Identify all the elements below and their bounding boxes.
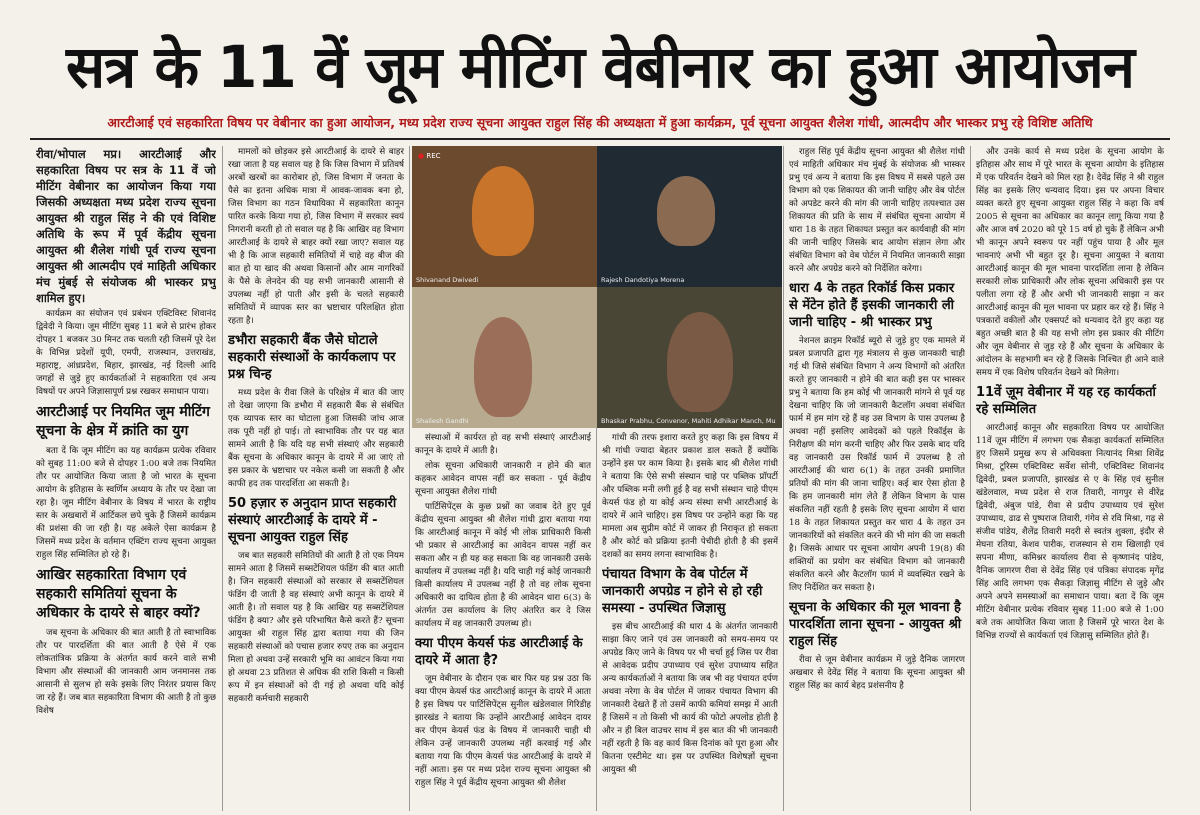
paragraph: जूम वेबीनार के दौरान एक बार फिर यह प्रश्न उठा कि क्या पीएम केयर्स फंड आरटीआई कानून के दायरे में आता है इस विषय पर पार्टिसिपेंट्स सुनील खंडेलवाल गिरिडीह झारखंड ने बताया कि उन्होंने आरटीआई आवेदन दायर कर पीएम केयर्स फंड के विषय में जानकारी चाही थी लेकिन उन्हें जानकारी उपलब्ध नहीं करवाई गई और बताया गया कि पीएम केयर्स फंड आरटीआई के दायरे में नहीं आता। इस पर मध्य प्रदेश राज्य सूचना आयुक्त श्री राहुल सिंह ने पूर्व केंद्रीय सूचना आयुक्त श्री शैलेश — [415, 674, 591, 788]
participant-figure — [667, 312, 733, 412]
participant-name: Bhaskar Prabhu, Convenor, Mahiti Adhikar Manch, Mu — [601, 417, 776, 425]
article-column-2 — [228, 146, 404, 811]
paragraph: पार्टिसिपेंट्स के कुछ प्रश्नों का जवाब देते हुए पूर्व केंद्रीय सूचना आयुक्त श्री शैलेश गांधी द्वारा बताया गया कि आरटीआई कानून में कोई भी लोक प्राधिकारी किसी भी प्रकार से आरटीआई का आवेदन वापस नहीं कर सकता और न ही यह कह सकता कि वह जानकारी उसके कार्यालय में उपलब्ध नहीं है। यदि चाही गई कोई जानकारी किसी कार्यालय में उपलब्ध नहीं है तो वह लोक सूचना अधिकारी का दायित्व होता है की आवेदन धारा 6(3) के अंतर्गत उस कार्यालय के लिए अंतरित कर दे जिस कार्यालय में वह जानकारी उपलब्ध हो। — [415, 502, 591, 629]
participant-figure — [472, 166, 534, 256]
subheadline: आरटीआई एवं सहकारिता विषय पर वेबीनार का हुआ आयोजन, मध्य प्रदेश राज्य सूचना आयुक्त राहुल सिंह की अध्यक्षता में हुआ कार्यक्रम, पूर्व सूचना आयुक्त शैलेश गांधी, आत्मदीप और भास्कर प्रभु रहे विशिष्ट अतिथि — [107, 115, 1093, 130]
paragraph: जब बात सहकारी समितियों की आती है तो एक नियम सामने आता है जिसमें सब्सटेंशियल फंडिंग की बात आती है। जिन सहकारी संस्थाओं को सरकार से सब्सटेंशियल फंडिंग दी जाती है वह संस्थाएं अभी कानून के दायरे में आती है। तो सवाल यह है कि आखिर यह सब्सटेंशियल फंडिंग है क्या? और इसे परिभाषित कैसे करते हैं? सूचना आयुक्त श्री राहुल सिंह द्वारा बताया गया की जिन सहकारी संस्थाओं को पचास हजार रुपए तक का अनुदान मिला हो अथवा उन्हें सरकारी भूमि का आवंटन किया गया हो अथवा 23 प्रतिशत से अधिक की राशि किसी न किसी रूप में इन संस्थाओं को दी गई हो अथवा यदि कोई सहकारी कर्मचारी सहकारी — [228, 551, 404, 704]
section-heading: डभौरा सहकारी बैंक जैसे घोटाले सहकारी संस्थाओं के कार्यकलाप पर प्रश्न चिन्ह — [228, 333, 396, 382]
section-heading: आखिर सहकारिता विभाग एवं सहकारी समितियां सूचना के अधिकार के दायरे से बाहर क्यों? — [36, 567, 201, 621]
participant-name: Rajesh Dandotiya Morena — [601, 276, 685, 284]
paragraph: बता दें कि जूम मीटिंग का यह कार्यक्रम प्रत्येक रविवार को सुबह 11:00 बजे से दोपहर 1:00 बजे तक नियमित तौर पर आयोजित किया जाता है जो भारत के सूचना आयोग के इतिहास के स्वर्णिम अध्याय के तौर पर देखा जा रहा है। जूम मीटिंग वेबीनार के विषय में भारत के राष्ट्रीय स्तर के अखबारों में आर्टिकल छपे चुके हैं जिसमें कार्यक्रम की प्रशंसा की जा रही है। यह अकेले ऐसा कार्यक्रम है जिसमें मध्य प्रदेश के वर्तमान एक्टिंग राज्य सूचना आयुक्त राहुल सिंह सम्मिलित हो रहे हैं। — [36, 446, 216, 560]
rec-indicator: ● REC — [418, 152, 441, 160]
paragraph: रीवा से जूम वेबीनार कार्यक्रम में जुड़े दैनिक जागरण अखबार से देवेंद्र सिंह ने बताया कि सूचना आयुक्त श्री राहुल सिंह का कार्य बेहद प्रशंसनीय है — [789, 655, 965, 691]
video-tile — [412, 287, 597, 428]
zoom-meeting-photo — [412, 146, 782, 428]
participant-name: Shivanand Dwivedi — [416, 276, 479, 284]
video-tile — [412, 146, 597, 287]
paragraph: मामलों को छोड़कर इसे आरटीआई के दायरे से बाहर रखा जाता है यह सवाल यह है कि जिस विभाग में प्रतिवर्ष अरबों खरबों का कारोबार हो, जिस विभाग में जनता के पैसे का इतना अधिक मात्रा में आवक-जावक बना हो, जिस विभाग का गठन विधायिका में सहकारिता कानून पारित करके किया गया हो, जिस विभाग में सरकार स्वयं निगरानी करती हो तो सवाल यह है कि आखिर वह विभाग आरटीआई के दायरे से बाहर क्यों रखा जाए? सवाल यह भी है कि आज सहकारी समितियों में चाहे वह बीज की बात हो या खाद की अथवा किसानों और आम नागरिकों के पैसे के लेनदेन की यह सभी जानकारी आसानी से उपलब्ध नहीं हो पाती और इसी के चलते सहकारी समितियों में व्यापक स्तर का भ्रष्टाचार परिलक्षित होता रहता है। — [228, 147, 404, 326]
rec-label: REC — [426, 152, 441, 160]
participant-figure — [474, 317, 532, 417]
section-heading: सूचना के अधिकार की मूल भावना है पारदर्शिता लाना सूचना - आयुक्त श्री राहुल सिंह — [789, 600, 962, 649]
paragraph: आरटीआई कानून और सहकारिता विषय पर आयोजित 11वें ज़ूम मीटिंग में लगभग एक सैकड़ा कार्यकर्ता सम्मिलित हुए जिसमें प्रमुख रूप से अधिवक्ता नित्यानंद मिश्रा शिवेंद्र मिश्रा, टूरिस्म एक्टिविस्ट सर्वेश सोनी, एक्टिविस्ट शिवानंद द्विवेदी, प्रबल प्रजापति, झारखंड से ए के सिंह एवं सुनील खंडेलवाल, मध्य प्रदेश से राज तिवारी, नागपुर से वीरेंद्र द्विवेदी, अंबुज पांडे, रीवा से प्रदीप उपाध्याय एवं सुरेश उपाध्याय, ढाढ से पुष्पराज तिवारी, गंगेव से रवि मिश्रा, गढ़ से संजीव पांडेय, शैलेंद्र तिवारी मदरी से स्वतंत्र शुक्ला, इंदौर से मेघना रतिया, केशव पारीक, राजस्थान से राम खिलाड़ी एवं सपना मीणा, कमिश्नर कार्यालय रीवा से कृष्णानंद पांडेय, दैनिक जागरण रीवा से देवेंद्र सिंह एवं पत्रिका संपादक मृगेंद्र सिंह आदि लगभग एक सैकड़ा जिज्ञासु मीटिंग से जुड़े और अपने अपने समस्याओं का समाधान पाया। बता दें कि जूम मीटिंग वेबीनार प्रत्येक रविवार सुबह 11:00 बजे से 1:00 बजे तक आयोजित किया जाता है जिसमें पूरे भारत देश के विभिन्न राज्यों से कार्यकर्ता एवं जिज्ञासु सम्मिलित होते हैं। — [976, 423, 1164, 641]
paragraph: जब सूचना के अधिकार की बात आती है तो स्वाभाविक तौर पर पारदर्शिता की बात आती है ऐसे में एक लोकतांत्रिक प्रक्रिया के अंतर्गत कार्य करने वाले सभी विभाग और संस्थाओं की जानकारी आम जनमानस तक आसानी से सुलभ हो सके इसके लिए निरंतर प्रयास किए जा रहे हैं। जब बात सहकारिता विभाग की आती है तो कुछ विशेष — [36, 628, 216, 716]
column-divider — [222, 146, 223, 811]
column-divider — [783, 146, 784, 811]
section-heading: क्या पीएम केयर्स फंड आरटीआई के दायरे में आता है? — [415, 636, 583, 668]
article-column-3 — [415, 432, 591, 811]
video-tile — [597, 146, 782, 287]
header-rule — [30, 138, 1170, 140]
article-intro: रीवा/भोपाल मप्र। आरटीआई और सहकारिता विषय पर सत्र के 11 वें जो मीटिंग वेबीनार का आयोजन किया गया जिसकी अध्यक्षता मध्य प्रदेश राज्य सूचना आयुक्त श्री राहुल सिंह ने की एवं विशिष्ट अतिथि के रूप में पूर्व केंद्रीय सूचना आयुक्त श्री शैलेश गांधी पूर्व राज्य सूचना आयुक्त श्री आत्मदीप एवं माहिती अधिकार मंच मुंबई से संयोजक श्री भास्कर प्रभु शामिल हुए। — [36, 147, 216, 305]
section-heading: पंचायत विभाग के वेब पोर्टल में जानकारी अपग्रेड न होने से हो रही समस्या - उपस्थित जिज्ञासु — [602, 567, 763, 616]
article-column-4 — [602, 432, 778, 811]
paragraph: कार्यक्रम का संयोजन एवं प्रबंधन एक्टिविस्ट शिवानंद द्विवेदी ने किया। जूम मीटिंग सुबह 11 बजे से प्रारंभ होकर दोपहर 1 बजकर 30 मिनट तक चलती रही जिसमें पूरे देश के विभिन्न प्रदेशों यूपी, एमपी, राजस्थान, उत्तराखंड, महाराष्ट्र, आंध्रप्रदेश, बिहार, झारखंड, नई दिल्ली आदि जगहों से जुड़े हुए कार्यकर्ताओं ने सहकारिता एवं अन्य विषयों पर अपने जिज्ञासापूर्ण प्रश्न रखकर समाधान पाया। — [36, 309, 216, 397]
section-heading: आरटीआई पर नियमित जूम मीटिंग सूचना के क्षेत्र में क्रांति का युग — [36, 404, 210, 439]
article-column-6 — [976, 146, 1164, 811]
column-divider — [409, 146, 410, 811]
section-heading: धारा 4 के तहत रिकॉर्ड किस प्रकार से मेंटेन होते हैं इसकी जानकारी ली जानी चाहिए - श्री भास्कर प्रभु — [789, 281, 955, 330]
paragraph: संस्थाओं में कार्यरत हो वह सभी संस्थाएं आरटीआई कानून के दायरे में आती है। — [415, 433, 591, 456]
paragraph: राहुल सिंह पूर्व केंद्रीय सूचना आयुक्त श्री शैलेश गांधी एवं माहिती अधिकार मंच मुंबई के संयोजक श्री भास्कर प्रभु एवं अन्य ने बताया कि इस विषय में सबसे पहले उस विभाग को एक शिकायत की जानी चाहिए और वेब पोर्टल को अपडेट करने की मांग की जानी चाहिए तत्पश्चात उस शिकायत की प्रति के साथ में संबंधित सूचना आयोग में धारा 18 के तहत शिकायत प्रस्तुत कर कार्यवाही की मांग की जानी चाहिए जिसके बाद आयोग संज्ञान लेगा और संबंधित विभाग को वेब पोर्टल में नियमित जानकारी साझा करने और अपग्रेड करने को निर्देशित करेगा। — [789, 147, 965, 274]
participant-figure — [657, 176, 715, 246]
section-heading: 11वें ज़ूम वेबीनार में यह रह कार्यकर्ता रहे सम्मिलित — [976, 385, 1156, 417]
video-tile — [597, 287, 782, 428]
paragraph: नेशनल क्राइम रिकॉर्ड ब्यूरो से जुड़े हुए एक मामले में प्रबल प्रजापति द्वारा गृह मंत्रालय से कुछ जानकारी चाही गई थी जिसे संबंधित विभाग ने अन्य विभागों को अंतरित करते हुए जानकारी न होने की बात कही इस पर भास्कर प्रभु ने बताया कि हम कोई भी जानकारी मांगने से पूर्व यह देखना चाहिए कि जो जानकारी कैटलॉग अथवा संबंधित फार्म में हम मांग रहे हैं वह उस विभाग के पास उपलब्ध है अथवा नहीं इसलिए आवेदकों को पहले रिकॉर्ड्स के निरीक्षण की मांग करनी चाहिए और फिर उसके बाद यदि वह जानकारी उस रिकॉर्ड फार्म में उपलब्ध है तो आरटीआई की धारा 6(1) के तहत उनकी प्रमाणित प्रतियों की मांग की जाना चाहिए। कई बार ऐसा होता है कि हम जानकारी मांग लेते हैं लेकिन विभाग के पास संकलित नहीं रहती है इसके लिए सूचना आयोग में धारा 18 के तहत शिकायत प्रस्तुत कर धारा 4 के तहत उन जानकारियों को संकलित करने की भी मांग की जा सकती है। जिसके आधार पर सूचना आयोग अपनी 19(8) की शक्तियों का प्रयोग कर संबंधित विभाग को जानकारी संकलित करने और कैटलॉग फार्म में व्यवस्थित रखने के लिए निर्देशित कर सकता है। — [789, 336, 965, 593]
participant-name: Shailesh Gandhi — [416, 417, 469, 425]
headline: सत्र के 11 वें जूम मीटिंग वेबीनार का हुआ आयोजन — [66, 33, 1134, 101]
article-column-1 — [36, 146, 216, 811]
section-heading: 50 हज़ार रु अनुदान प्राप्त सहकारी संस्थाएं आरटीआई के दायरे में - सूचना आयुक्त राहुल सिंह — [228, 496, 397, 545]
paragraph: गांधी की तरफ इशारा करते हुए कहा कि इस विषय में श्री गांधी ज्यादा बेहतर प्रकाश डाल सकते हैं क्योंकि उन्होंने इस पर काम किया है। इसके बाद श्री शैलेश गांधी ने बताया कि ऐसे सभी संस्थान चाहे पर पब्लिक प्रॉपर्टी और पब्लिक मनी लगी हुई है वह सभी संस्थान चाहे पीएम केयर्स फंड हो या कोई अन्य संस्था सभी आरटीआई के दायरे में आने चाहिए। इस विषय पर उन्होंने कहा कि यह मामला अब सुप्रीम कोर्ट में जाकर ही निराकृत हो सकता है और कोर्ट को प्रक्रिया इतनी पेचीदी होती है की इसमें दशकों का समय लगना स्वाभाविक है। — [602, 433, 778, 560]
paragraph: इस बीच आरटीआई की धारा 4 के अंतर्गत जानकारी साझा किए जाने एवं उस जानकारी को समय-समय पर अपग्रेड किए जाने के विषय पर भी चर्चा हुई जिस पर रीवा से आवेदक प्रदीप उपाध्याय एवं सुरेश उपाध्याय सहित अन्य कार्यकर्ताओं ने बताया कि जब भी वह पंचायत दर्पण अथवा नरेगा के वेब पोर्टल में जाकर पंचायत विभाग की जानकारी देखते हैं तो उसमें काफी कमियां समझ में आती हैं जिसमें न तो किसी भी कार्य की फोटो अपलोड होती है और न ही बिल वाउचर साथ में इस बात की भी जानकारी नहीं रहती है कि वह कार्य किस दिनांक को पूरा हुआ और कितना एस्टीमेट था। इस पर उपस्थित विशेषज्ञों सूचना आयुक्त श्री — [602, 622, 778, 775]
paragraph: लोक सूचना अधिकारी जानकारी न होने की बात कहकर आवेदन वापस नहीं कर सकता - पूर्व केंद्रीय सूचना आयुक्त शैलेश गांधी — [415, 461, 591, 497]
paragraph: और उनके कार्य से मध्य प्रदेश के सूचना आयोग के इतिहास और साथ में पूरे भारत के सूचना आयोग के इतिहास में एक परिवर्तन देखने को मिल रहा है। देवेंद्र सिंह ने श्री राहुल सिंह का इसके लिए धन्यवाद दिया। इस पर अपना विचार व्यक्त करते हुए सूचना आयुक्त राहुल सिंह ने कहा कि वर्ष 2005 से सूचना का अधिकार का कानून लागू किया गया है और आज वर्ष 2020 को पूरे 15 वर्ष हो चुके हैं लेकिन अभी भी कानून अपने स्वरूप पर नहीं पहुंच पाया है और मूल भावनाएं अभी भी बहुत दूर है। सूचना आयुक्त ने बताया आरटीआई कानून की मूल भावना पारदर्शिता लाना है लेकिन सरकारी लोक प्राधिकारी और लोक सूचना अधिकारी इस पर पलीता लगा रहे हैं और अभी भी जानकारी साझा न कर आरटीआई कानून की मूल भावना पर प्रहार कर रहे हैं। सिंह ने पत्रकारों वकीलों और एक्सपर्ट को धन्यवाद देते हुए कहा यह बहुत अच्छी बात है की यह सभी लोग इस प्रकार की मीटिंग और जूम वेबीनार से जुड़ रहे हैं और सूचना के अधिकार के आंदोलन के सहभागी बन रहे हैं जिसके निश्चित ही आने वाले समय में एक विशेष परिवर्तन देखने को मिलेगा। — [976, 147, 1164, 378]
article-column-5 — [789, 146, 965, 811]
column-divider — [970, 146, 971, 811]
paragraph: मध्य प्रदेश के रीवा जिले के परिक्षेत्र में बात की जाए तो देखा जाएगा कि डभौरा में सहकारी बैंक से संबंधित एक व्यापक स्तर का घोटाला हुआ जिसकी जांच आज तक पूरी नहीं हो पाई। तो स्वाभाविक तौर पर यह बात सामने आती है कि यदि यह सभी संस्थाएं और सहकारी बैंक सूचना के अधिकार कानून के दायरे में आ जाएं तो इस प्रकार के भ्रष्टाचार पर नकेल कसी जा सकती है और काफी हद तक पारदर्शिता आ सकती है। — [228, 388, 404, 489]
